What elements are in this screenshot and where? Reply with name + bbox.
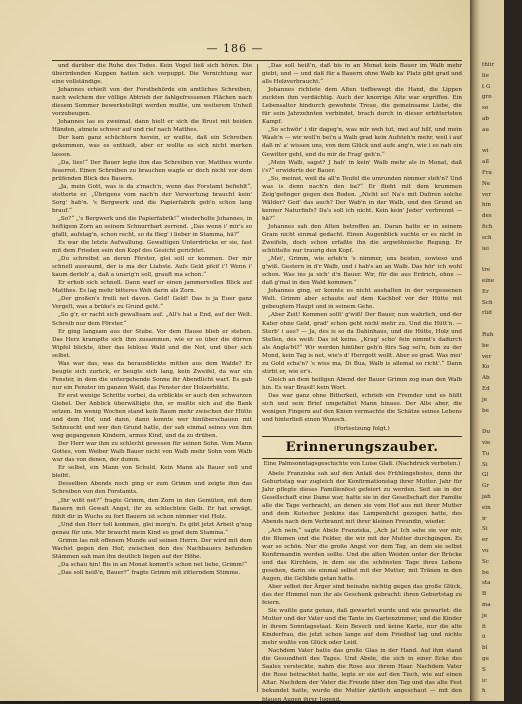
spine-text-fragment: ic (482, 677, 487, 684)
spine-text-fragment: au (482, 126, 489, 133)
spine-text-fragment: rüd (482, 310, 492, 317)
spine-text-fragment: ab (482, 116, 489, 122)
paragraph: „Da schau hin! Bis in an Monat kommt's schon net liebe, Grimm!“ (58, 561, 247, 568)
spine-text-fragment: er (482, 537, 488, 544)
spine-text-fragment: Er (482, 288, 489, 295)
header-rule (52, 60, 462, 61)
spine-text-fragment: Ed (482, 386, 490, 392)
paragraph: „Mei', Grimm, wie erleb'n 's nimmer, uns beiden, sowieso und g'wiß. Gestern in d'r Walb, und i hab's an an Walb. Das hör' ich wohl schon. Was ins ja sich' d'n Bauer. Wir, für die aus Erdrich, ohne — daß g'mal in den Wald kommen.“ (262, 256, 462, 287)
paragraph: „So?“ „'s Bergwerk und die Papierfabrik!“ wiederholte Johannes, in heftigem Zorn an seinem Schnurrbart zerrend. „Das wenn i' mir's so gfallt, aufstag'n, schon recht, so da flieg' i lieber in Stamma, hä?“ (52, 215, 252, 238)
paragraph: Abele Franziska sah auf den Anlaß des Frühlingsfestes, denn ihr Geburtstag war zugleich der Konfirmationstag ihrer Mutter. Jahr für Jahr pflegte dieses Familienfest gefeiert zu werden. Seit sie in der Gesellschaft eine Dame war, hatte sie in der Gesellschaft der Familie alle die Tage verbracht, an denen sie vom Hof aus mit ihrer Mutter und dem Kutscher Jenkins das Lampenlicht gezogen hatte, des Abends nach dem Verbrannt mit ihrer kleinen Freundin, wieder. (262, 471, 462, 526)
paragraph: Johannes las es zweimal, dann hielt er sich die Brust mit beiden Händen, atmete schwer auf und rief nach Matthes. (52, 119, 252, 134)
spine-text-fragment: Ko (482, 364, 490, 371)
spine-text-fragment: ma (482, 602, 491, 608)
spine-text-fragment: Du (482, 429, 491, 436)
spine-text-fragment: ü (482, 634, 486, 641)
story-title: Erinnerungszauber. (262, 436, 462, 459)
paragraph: „So, meinst, weil da all'n Teufel die umrunden nimmer steh'n? Und was is denn nach'n den ba?“ Er flieht mit dem krummen Zeig'gefinger gegen den Boden. „Nicht so! Na's mit Dufiren solche Wälder? Ged' das auch? Der Wab'n in der Walb, und den Grund an kenner Naturfinfs? Da's soll ich nicht. Kein kein' Jeder' verbrennt — hä?“ (262, 175, 462, 222)
spine-text-fragment: vo (482, 548, 489, 554)
paragraph: „Ihr wißt net?“ fragte Grimm, den Zorn in den Gemüten, mit dem Bauern mit Gewalt Angst, ihr zu schlechten Gelb. Er hat erwägt, fühlt dir in Wuchs zu fort Bauern ist schon nimmer viel Holz. (52, 497, 252, 520)
spine-text-fragment: all (482, 159, 489, 166)
spine-text-fragment: gro (482, 94, 492, 101)
spine-text-fragment: Tu (482, 450, 490, 457)
paragraph: „Ach nein,“ sagte Abele Franziska, „Ach ja! Ich sehe sie vor mir, die Blumen und die Felder, die wir mit der Mutter durchgingen. Es war so schön. Nur die große Angst vor dem Tag, an dem sie selbst Konfirmandin werden sollte. Und die alten Weiden unter der Brücke und das Kirchlein, in dem sie die schönsten Tage ihres Lebens gesehen, darin sie einmal selbst mit der Mutter, mit Tränen in den Augen, die Gelübde getan hatte. (262, 527, 462, 582)
spine-text-fragment: Ne (482, 180, 491, 187)
paragraph: Es war die letzte Aufwallung. Gewaltigen Unterdrücke er sie, fast mit dem Frieden sein den Kopf des Gesicht gerichtet. (52, 240, 252, 255)
spine-text-fragment: be (482, 407, 489, 414)
spine-text-fragment: bl (482, 645, 488, 652)
paragraph: Was war das, was da herausblickte mitten aus dem Walde? Er beugte sich zurück, er beugte sich lang, kein Zweifel, da war ein Fenster, in dem die untergehende Sonne ihr Abendlicht warf. Es gab nur ein Fenster im ganzen Wald, das Fenster der Holzerhütte. (52, 360, 252, 391)
continued-note: (Fortsetzung folgt.) (334, 426, 390, 433)
spine-text-fragment: iei (482, 245, 489, 252)
paragraph: Nachdem Vater hatte das große Glas in der Hand. Auf ihm stand die Gesundheit des Tages. Und Abele, die sich in einer Ecke des Saales versteckte, nahm die Rose aus ihrem Haar. Nachdem Vater die Rose betrachtet hatte, legte er sie auf den Tisch, wie auf einen Altar. Nachdem der Vater die Freude über den Tag und das alte Fest bekundet hatte, wurde die Mutter zärtlich angeschaut — mit den blauen Augen ihrer Jugend. (262, 648, 462, 703)
spine-text-fragment: fi (482, 623, 486, 630)
spine-text-fragment: vie (482, 440, 491, 446)
paragraph: und darüber die Ruhe des Todes. Kein Vogel ließ sich hören. Die überirdenden Kuppen hatten sich verpuppt. Die Vernichtung war eine vollständige. (52, 63, 252, 86)
spine-text-fragment: Ab (482, 375, 490, 382)
paragraph: Grimm las mit offenem Munde auf seinen Herrn. Der wird mit dem Wachst gegen den Hof; zwischen den des Nachbauers befunden Stämmen sah man ihn deutlich liegen auf der Höhe. (52, 537, 252, 560)
paragraph: „Ja, mein Gott, was is da z'mach'n, wenn das Forstamt befiehlt“, stotterte er. „Übrigens vom nach'n der Verwertung braucht kein' Sorg' hab'n. 's Bergwerk und die Papierfabrik geb'n schon lang brauf.“ (52, 183, 252, 214)
spine-text-fragment: ge (482, 656, 489, 662)
spine-text-fragment: so (482, 105, 489, 112)
paragraph: Johannes sah den Alten betroffen an. Daran hatte er in seinem Gram nicht einmal gedacht. Einen Augenblick suchte er es nicht in Zweifeln, doch schon erfaßte ihn die argwöhnische Regung. Er schüttelte nur traurig den Kopf. (262, 223, 462, 255)
paragraph: Der Herr war ihm zu schlecht gewesen für seinen Sohn. Vom Mann Gottes, vom Weiber Walb Bauer nicht von Walb mehr Sohn vom Walb war das von denen, der dumm. (52, 441, 252, 464)
spine-text-fragment: hin (482, 202, 491, 209)
paragraph: Gleich an dem heiligen Abend der Bauer Grimm zog man den Walb hin. Es war Brasil! kein Wort. (262, 376, 462, 391)
paragraph: „Das soll heiß'n, Bauer?“ fragte Grimm mit zitterndem Stimme. (58, 569, 241, 576)
story-continuation (262, 62, 462, 424)
spine-text-fragment: sch (482, 234, 492, 241)
spine-text-fragment: Gl (482, 472, 489, 479)
paragraph: Der kam ganz schüchtern herein, er wußte, daß ein Schreiben gekommen, was es enthielt, aber er wollte es sich nicht merken lassen. (52, 135, 252, 158)
spine-text-fragment: thür (482, 62, 495, 68)
paragraph: „So g'r, er racht sich gewaltsam auf. „All's hat a End, auf der Welt. Schreib nur dem Förster.“ (52, 312, 252, 327)
spine-text-fragment: je (482, 612, 488, 619)
paragraph: „Aber Zeit! Kommen sollt' g'wiß! Der Bauer, nun wahrlich, und der Kater ohne Geld, grad' schon geht nicht mehr zu. Und die Hütt'n. — Sterb' i aus? — Ja, des is so da Dahinhaus, und die Hütte, Holz und Stellen, des weiß: Das ist keins. „Krag' scho' fein nimmt's dadurch als Angla'bt?“ Wir werden hinüber geh'n fürs Sag sei'n, fein zu der Mond, kein Tag is net, wie's d' Herrgott wollt. Aber so grad. Was mei' zu Gold scha'n? 's wiss ma, Di Bua, Walb is allemal so richt'.“ Dann stirbt er, wie er's. (262, 312, 462, 375)
spine-text-fragment: h (482, 688, 486, 695)
spine-text-fragment: ver (482, 353, 492, 360)
story-subtitle: Eine Palmsonntagsgeschichte von Luise Glaß. (Nachdruck verboten.) (263, 461, 461, 468)
page-number: — 186 — (206, 42, 264, 55)
column-divider (257, 64, 258, 692)
spine-text-fragment: eine (482, 278, 495, 284)
paragraph: Sie wußte ganz genau, daß gewartet wurde und wie gewartet: die Mutter und der Vater und die Tante im Gartenzimmer, und die Kinder in ihrem Sonntagsstaat. Kein Besuch und keine Karte, nur die alte Kinderfrau, die jetzt schon lange auf dem Friedhof lag und nichts mehr wußte von Glück oder Leid. (262, 608, 462, 647)
paragraph: „So schwör' i dir dageg'n, was mir weh tut, mei auf hilf, und mein Waab'n — wir woll'n bei'n a Walb grad kein Aufsteh'n mehr, weil i auf daß m' a' wissen uns, von dem Glück und aufe ang'n, wie i es nah ein Gewitter geht, und du mir de Frag' geh'n.“ (262, 127, 462, 158)
spine-text-fragment: be (482, 569, 489, 576)
spine-text-fragment: Gr (482, 483, 490, 490)
spine-text-fragment: S (482, 666, 486, 673)
paragraph: Johannes ging, er konnte es nicht aushalten in der vergessenen Welt. Grimm aber schaute auf dem Kachhof vor der Hütte mit gebeugtem Haupt und in seinem Gehe. (262, 288, 462, 311)
paragraph: „Der großen's freili net davon. Geld! Geld! Das is ja Euer ganz Vergelt, was a brüke's zu Grund geht.“ (52, 296, 252, 311)
spine-text-fragment: ir (482, 515, 487, 522)
spine-text-fragment: Sch (482, 299, 493, 306)
spine-text-fragment: lie (482, 72, 489, 79)
paragraph: Johannes erhielt von der Forstbehörde ein amtliches Schreiben, nach welchem der völlige Abtrieb der fahlgefressenen Flächen nach diesem Sommer bewerkstelligt werden mußte, um weiterem Unheil vorzubeugen. (52, 87, 252, 118)
spine-text-fragment: Sc (482, 558, 489, 565)
spine-text-fragment: Ruh (482, 332, 494, 338)
paragraph: „Da, lies!“ Der Bauer legte ihm das Schreiben vor. Matthes wurde feuerrot. Einen Schreiben zu brauchen wagte er doch nicht vor dem prüfenden Blick des Bauern. (52, 159, 252, 182)
paragraph: „Du schreibst an deren Förster, glei soll er kommen. Der mir schnell ausraumt, der is ma der Liabste. Aufs Geld pfeif i'! Wenn i' kaum derleb' a, daß a unsrig'n soll, grauft ma schon.“ (52, 256, 252, 279)
spine-text-fragment: ein (482, 504, 491, 511)
spine-text-fragment: fich (482, 224, 493, 230)
spine-text-fragment: jah (482, 494, 491, 500)
paragraph: Johannes richtete dem Alten tiefbewegt die Hand, die Lippen zuckten ihm verdächtig. Auch der knorrige Alte war ergriffen. Ein Lebensalter hindurch gewohnte Treue, die gemeinsame Liebe, die für sein Jahrzehnten verbindet, brach durch in dieser erbittertsten Kampf. (262, 87, 462, 126)
spine-text-fragment: tre (482, 267, 491, 274)
spine-text-fragment: sta (482, 580, 491, 587)
paragraph: „Das soll heiß'n, daß bis in an Monat kein Bauer im Walb mehr giebt, und — und daß für a Bauern ohne Walb ka' Platz gibt grad und alls Holzverbraucht.“ (262, 63, 462, 86)
paragraph: „Und den Herr toll kommen, glei morg'n. Es gibt jetzt Arbeit g'nug genau für uns. Mir braucht mein Kind so grad dem Stamma.“ (52, 521, 252, 536)
adjacent-page-edge (470, 0, 504, 701)
spine-text-fragment: B (482, 591, 487, 598)
spine-text-fragment: je (482, 396, 488, 403)
spine-text-fragment: Si (482, 461, 488, 468)
spine-text-fragment: ver (482, 191, 492, 198)
paragraph: Er erst wenige Schritte vorbei, da erblickte er auch den schwarzen Giebel. Der Anblick überwältigte ihn, er mußte sich auf die Bank setzen. Im wenig Wochen stand kein Baum mehr zwischen der Hütte und dem Hof, und dann, dann konnte wer hinüberschauen mit Sehnsucht und wer den Grund hatte, der sah einmal seines von ihm weg gegangenen Kindern, armes Kind, und da zu drüben. (52, 392, 252, 440)
paragraph: „Mein Walb, sagst? J hab' in kein' Walb mehr als in Monat, daß i's?“ erwiderte der Bauer. (262, 159, 462, 174)
spine-text-fragment: des (482, 213, 492, 220)
paragraph: Desselben Abends noch ging er zum Grimm und zeigte ihm das Schreiben von den Forstamts. (52, 481, 252, 496)
spine-text-fragment: be (482, 342, 489, 349)
paragraph: Er ging langsam aus der Stube. Vor dem Hause blieb er stehen. Das Herz krampfte sich ihm zusammen, wie er so über die dürren Wipfel blickte, über das leblose Wald und die Not, und über sich selbst. (52, 328, 252, 359)
paragraph: Aber selbst der Ärger sind beinahe nichtig gegen das große Glück, das der Himmel nun ihr als Geschenk gebracht: ihren Geburtstag zu feiern. (262, 583, 462, 606)
spine-text-fragment: Si (482, 526, 488, 533)
paragraph: Er erhob sich schnell. Dann warf er einen jammervollen Blick auf Matthes. Es lag mehr bitteres Weh darin als Zorn. (52, 280, 252, 295)
spine-text-fragment: Fra (482, 170, 492, 176)
left-column (52, 62, 252, 694)
story-body (262, 470, 462, 703)
paragraph: Das war ganz ohne Bitterkeit, schrieb ein Fremder und es hüllt sich und sein Brief umgefaltet Mann hinaus. Der Alte aber, die wenigen Fingern auf den Knien vermachte die Schätze seines Lebens und hinterließ einen Wunsch. (262, 392, 462, 424)
spine-text-fragment: t G (482, 83, 491, 90)
paragraph: Er selbst, ein Mann von Schuld. Kein Mann als Bauer soll und bleibt. (52, 465, 252, 480)
right-column (262, 62, 462, 703)
spine-text-fragment: wi (482, 148, 489, 155)
